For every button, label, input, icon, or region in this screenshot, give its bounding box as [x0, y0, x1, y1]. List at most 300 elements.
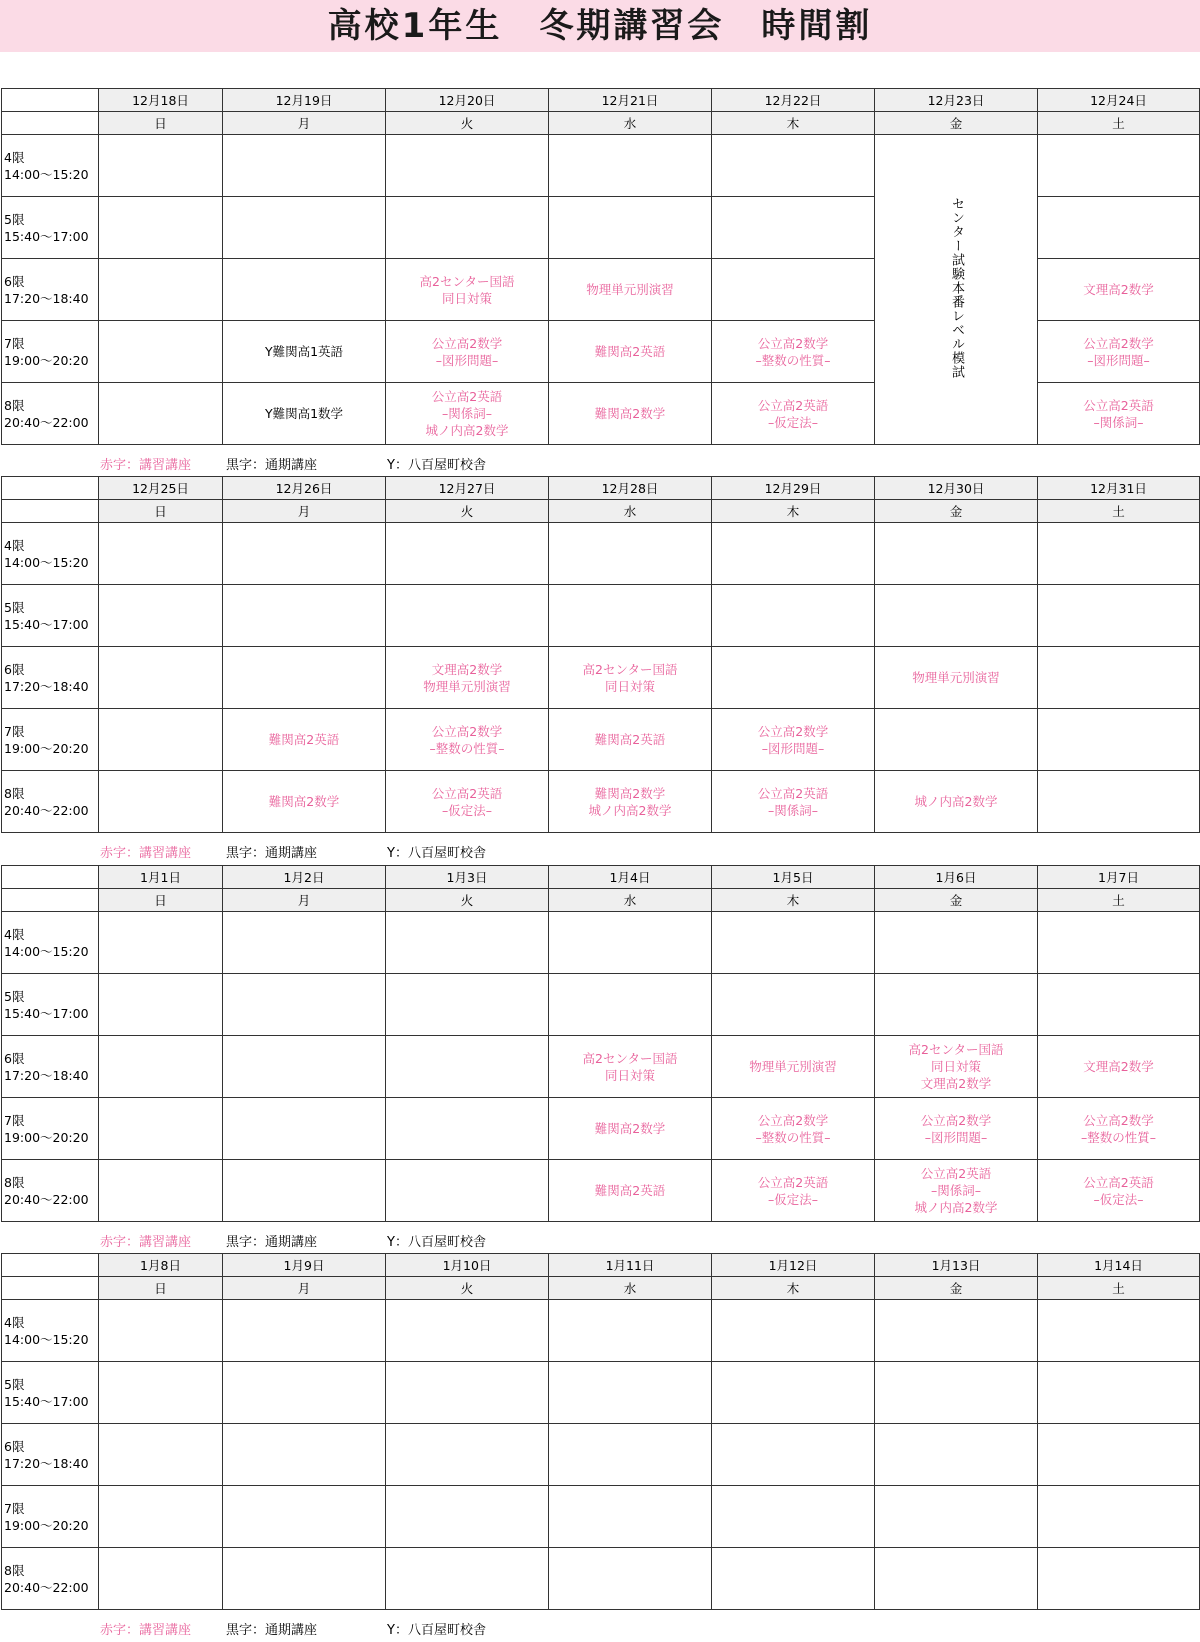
- class-cell: [386, 197, 549, 259]
- legend-red: 赤字：講習講座: [100, 458, 192, 473]
- class-cell: [223, 523, 386, 585]
- class-cell: [99, 771, 223, 833]
- period-time: 14:00～15:20: [4, 166, 89, 182]
- course-name: 公立高2英語: [1083, 1174, 1154, 1190]
- weekday-cell: 金: [875, 889, 1038, 912]
- class-cell: [549, 585, 712, 647]
- period-time: 17:20～18:40: [4, 290, 89, 306]
- class-cell: [1038, 135, 1200, 197]
- class-cell: [386, 259, 549, 321]
- weekday-cell: 日: [99, 500, 223, 523]
- class-cell: [1038, 1548, 1200, 1610]
- period-time: 14:00～15:20: [4, 554, 89, 570]
- class-cell: [223, 1362, 386, 1424]
- class-cell: [386, 771, 549, 833]
- weekday-row: [2, 112, 1200, 135]
- week-table: [1, 476, 1200, 833]
- class-cell: [549, 523, 712, 585]
- class-cell: [99, 585, 223, 647]
- period-label: [2, 259, 99, 321]
- period-number: 6限: [4, 1438, 25, 1454]
- period-time: 15:40～17:00: [4, 1005, 89, 1021]
- class-cell: [875, 912, 1038, 974]
- legend-black: 黒字：通期講座: [226, 846, 318, 861]
- period-number: 6限: [4, 273, 25, 289]
- course-name: –図形問題–: [924, 1129, 988, 1145]
- class-cell: [99, 321, 223, 383]
- class-cell: [99, 523, 223, 585]
- class-cell: [223, 647, 386, 709]
- period-row: [2, 1486, 1200, 1548]
- class-cell: [1038, 771, 1200, 833]
- course-name: –仮定法–: [441, 802, 492, 818]
- course-name: –図形問題–: [761, 740, 825, 756]
- class-cell: [99, 1548, 223, 1610]
- weekday-cell: 日: [99, 112, 223, 135]
- class-cell: [386, 1424, 549, 1486]
- legend-red: 赤字：講習講座: [100, 1235, 192, 1250]
- class-cell: [223, 709, 386, 771]
- date-cell: 1月4日: [549, 866, 712, 889]
- weekday-cell: 土: [1038, 500, 1200, 523]
- course-name: 文理高2数学: [1083, 282, 1154, 297]
- period-row: [2, 1548, 1200, 1610]
- class-cell: [386, 321, 549, 383]
- class-cell: [549, 1036, 712, 1098]
- class-cell: [875, 1098, 1038, 1160]
- period-label: [2, 585, 99, 647]
- corner-cell: [2, 477, 99, 500]
- weekday-cell: 火: [386, 1277, 549, 1300]
- period-number: 4限: [4, 926, 25, 942]
- legend: [0, 455, 1200, 477]
- course-name: 難関高2数学: [594, 785, 666, 801]
- corner-cell: [2, 500, 99, 523]
- class-cell: [99, 135, 223, 197]
- period-label: [2, 1098, 99, 1160]
- weekday-cell: 木: [712, 889, 875, 912]
- class-cell: [1038, 912, 1200, 974]
- class-cell: [549, 912, 712, 974]
- date-cell: 12月21日: [549, 89, 712, 112]
- period-row: [2, 912, 1200, 974]
- class-cell: [549, 135, 712, 197]
- class-cell: [1038, 585, 1200, 647]
- date-cell: 1月9日: [223, 1254, 386, 1277]
- date-cell: 1月11日: [549, 1254, 712, 1277]
- course-name: 公立高2数学: [1083, 1112, 1154, 1128]
- class-cell: [99, 647, 223, 709]
- class-cell: [386, 1300, 549, 1362]
- class-cell: [223, 1424, 386, 1486]
- period-label: [2, 1036, 99, 1098]
- corner-cell: [2, 1277, 99, 1300]
- date-cell: 1月3日: [386, 866, 549, 889]
- class-cell: [223, 585, 386, 647]
- class-cell: [386, 1362, 549, 1424]
- course-name: –仮定法–: [1093, 1191, 1144, 1207]
- class-cell: [875, 771, 1038, 833]
- weekday-cell: 月: [223, 500, 386, 523]
- date-cell: 12月24日: [1038, 89, 1200, 112]
- weekday-cell: 木: [712, 1277, 875, 1300]
- course-name: 城ノ内高2数学: [914, 1200, 998, 1215]
- course-name: –関係詞–: [930, 1183, 981, 1198]
- weekday-cell: 土: [1038, 112, 1200, 135]
- class-cell: [549, 197, 712, 259]
- date-cell: 12月31日: [1038, 477, 1200, 500]
- course-name: –図形問題–: [1087, 352, 1150, 368]
- date-cell: 1月1日: [99, 866, 223, 889]
- class-cell: [712, 1362, 875, 1424]
- course-name: 公立高2数学: [757, 1112, 829, 1128]
- weekday-cell: 金: [875, 1277, 1038, 1300]
- weekday-row: [2, 500, 1200, 523]
- course-name: 公立高2英語: [431, 785, 503, 801]
- class-cell: [549, 383, 712, 445]
- class-cell: [712, 1548, 875, 1610]
- course-name: –整数の性質–: [755, 352, 831, 368]
- exam-label: センター試験本番レベル模試: [949, 196, 964, 379]
- period-label: [2, 1486, 99, 1548]
- period-row: [2, 1160, 1200, 1222]
- class-cell: [223, 259, 386, 321]
- course-name: Y難関高1英語: [264, 344, 344, 359]
- class-cell: [549, 1486, 712, 1548]
- period-time: 14:00～15:20: [4, 1331, 89, 1347]
- class-cell: [1038, 383, 1200, 445]
- weekday-cell: 土: [1038, 1277, 1200, 1300]
- date-cell: 1月10日: [386, 1254, 549, 1277]
- class-cell: [712, 1424, 875, 1486]
- class-cell: [549, 1424, 712, 1486]
- period-number: 7限: [4, 1500, 25, 1516]
- date-cell: 12月18日: [99, 89, 223, 112]
- legend-campus: Y：八百屋町校舎: [387, 1623, 486, 1638]
- corner-cell: [2, 89, 99, 112]
- period-label: [2, 771, 99, 833]
- class-cell: [712, 1300, 875, 1362]
- class-cell: [1038, 647, 1200, 709]
- class-cell: [223, 771, 386, 833]
- weekday-cell: 月: [223, 889, 386, 912]
- weekday-cell: 火: [386, 500, 549, 523]
- course-name: 高2センター国語: [908, 1042, 1004, 1057]
- course-name: 文理高2数学: [920, 1076, 992, 1091]
- class-cell: [1038, 1424, 1200, 1486]
- period-label: [2, 197, 99, 259]
- class-cell: [99, 1098, 223, 1160]
- course-name: –仮定法–: [767, 1191, 818, 1207]
- class-cell: [386, 383, 549, 445]
- course-name: 難関高2英語: [594, 1183, 666, 1198]
- class-cell: [1038, 1362, 1200, 1424]
- class-cell: [549, 974, 712, 1036]
- class-cell: [1038, 974, 1200, 1036]
- period-label: [2, 321, 99, 383]
- period-number: 5限: [4, 988, 25, 1004]
- period-label: [2, 1160, 99, 1222]
- period-row: [2, 771, 1200, 833]
- period-row: [2, 709, 1200, 771]
- period-label: [2, 647, 99, 709]
- period-time: 19:00～20:20: [4, 740, 89, 756]
- class-cell: [223, 135, 386, 197]
- period-number: 7限: [4, 335, 25, 351]
- class-cell: [712, 1160, 875, 1222]
- class-cell: [712, 1486, 875, 1548]
- course-name: 城ノ内高2数学: [425, 423, 509, 438]
- class-cell: [386, 709, 549, 771]
- class-cell: [549, 1160, 712, 1222]
- weekday-cell: 月: [223, 112, 386, 135]
- course-name: 物理単元別演習: [749, 1059, 837, 1074]
- class-cell: [1038, 709, 1200, 771]
- course-name: 文理高2数学: [431, 661, 503, 677]
- class-cell: [99, 912, 223, 974]
- weekday-cell: 土: [1038, 889, 1200, 912]
- class-cell: [1038, 1486, 1200, 1548]
- weekday-cell: 木: [712, 500, 875, 523]
- course-name: –関係詞–: [441, 406, 492, 421]
- class-cell: [223, 912, 386, 974]
- period-number: 5限: [4, 211, 25, 227]
- course-name: 公立高2数学: [431, 335, 503, 351]
- course-name: 公立高2数学: [757, 723, 829, 739]
- class-cell: [1038, 1036, 1200, 1098]
- class-cell: [875, 1036, 1038, 1098]
- date-cell: 1月5日: [712, 866, 875, 889]
- class-cell: [712, 974, 875, 1036]
- period-row: [2, 1036, 1200, 1098]
- class-cell: [875, 1160, 1038, 1222]
- period-label: [2, 383, 99, 445]
- date-cell: 1月13日: [875, 1254, 1038, 1277]
- period-time: 20:40～22:00: [4, 1579, 89, 1595]
- course-name: 公立高2数学: [757, 335, 829, 351]
- period-time: 19:00～20:20: [4, 1517, 89, 1533]
- class-cell: [386, 1036, 549, 1098]
- class-cell: [875, 1486, 1038, 1548]
- corner-cell: [2, 112, 99, 135]
- period-time: 20:40～22:00: [4, 1191, 89, 1207]
- period-label: [2, 1548, 99, 1610]
- period-time: 14:00～15:20: [4, 943, 89, 959]
- date-cell: 12月19日: [223, 89, 386, 112]
- weekday-cell: 水: [549, 112, 712, 135]
- course-name: 高2センター国語: [582, 1050, 678, 1066]
- period-number: 8限: [4, 1174, 25, 1190]
- date-cell: 12月23日: [875, 89, 1038, 112]
- class-cell: [875, 585, 1038, 647]
- course-name: 城ノ内高2数学: [914, 794, 998, 809]
- course-name: –整数の性質–: [1080, 1129, 1156, 1145]
- date-cell: 12月26日: [223, 477, 386, 500]
- legend-campus: Y：八百屋町校舎: [387, 458, 486, 473]
- course-name: 公立高2英語: [757, 785, 829, 801]
- course-name: 公立高2数学: [1083, 335, 1154, 351]
- date-cell: 12月30日: [875, 477, 1038, 500]
- period-row: [2, 523, 1200, 585]
- weekday-cell: 火: [386, 889, 549, 912]
- class-cell: [1038, 1300, 1200, 1362]
- class-cell: [1038, 523, 1200, 585]
- class-cell: [875, 1548, 1038, 1610]
- class-cell: [549, 259, 712, 321]
- course-name: 公立高2英語: [431, 389, 503, 404]
- period-label: [2, 1424, 99, 1486]
- class-cell: [712, 135, 875, 197]
- course-name: 公立高2英語: [757, 397, 829, 413]
- weekday-cell: 月: [223, 1277, 386, 1300]
- course-name: 同日対策: [441, 290, 492, 306]
- date-cell: 12月25日: [99, 477, 223, 500]
- course-name: –関係詞–: [1093, 414, 1144, 430]
- class-cell: [223, 383, 386, 445]
- weekday-row: [2, 889, 1200, 912]
- weekday-cell: 水: [549, 500, 712, 523]
- class-cell: [549, 1300, 712, 1362]
- period-label: [2, 135, 99, 197]
- class-cell: [549, 1548, 712, 1610]
- course-name: 難関高2英語: [594, 732, 666, 747]
- class-cell: [1038, 1160, 1200, 1222]
- course-name: 難関高2英語: [594, 344, 666, 359]
- period-row: [2, 974, 1200, 1036]
- period-number: 7限: [4, 1112, 25, 1128]
- legend: [0, 1232, 1200, 1254]
- class-cell: [99, 259, 223, 321]
- class-cell: [712, 709, 875, 771]
- date-cell: 12月29日: [712, 477, 875, 500]
- date-cell: 1月14日: [1038, 1254, 1200, 1277]
- period-time: 20:40～22:00: [4, 802, 89, 818]
- legend: [0, 843, 1200, 865]
- class-cell: [875, 1424, 1038, 1486]
- legend-campus: Y：八百屋町校舎: [387, 1235, 486, 1250]
- period-number: 8限: [4, 785, 25, 801]
- period-label: [2, 1362, 99, 1424]
- period-number: 6限: [4, 661, 25, 677]
- class-cell: [875, 1300, 1038, 1362]
- weekday-cell: 水: [549, 889, 712, 912]
- period-row: [2, 135, 1200, 197]
- class-cell: [712, 647, 875, 709]
- course-name: 物理単元別演習: [912, 670, 1000, 685]
- class-cell: [386, 912, 549, 974]
- class-cell: [712, 523, 875, 585]
- class-cell: [549, 647, 712, 709]
- course-name: –仮定法–: [767, 414, 818, 430]
- period-row: [2, 1098, 1200, 1160]
- period-time: 17:20～18:40: [4, 1455, 89, 1471]
- class-cell: [712, 912, 875, 974]
- period-number: 8限: [4, 1562, 25, 1578]
- course-name: 公立高2英語: [757, 1174, 829, 1190]
- class-cell: [386, 523, 549, 585]
- class-cell: [712, 197, 875, 259]
- class-cell: [223, 1036, 386, 1098]
- period-label: [2, 709, 99, 771]
- class-cell: [223, 974, 386, 1036]
- date-cell: 12月27日: [386, 477, 549, 500]
- course-name: 公立高2英語: [1083, 397, 1154, 413]
- course-name: 公立高2英語: [920, 1166, 992, 1181]
- class-cell: [99, 197, 223, 259]
- date-cell: 1月6日: [875, 866, 1038, 889]
- date-cell: 12月28日: [549, 477, 712, 500]
- corner-cell: [2, 1254, 99, 1277]
- weekday-cell: 火: [386, 112, 549, 135]
- class-cell: [99, 974, 223, 1036]
- legend-red: 赤字：講習講座: [100, 846, 192, 861]
- class-cell: [386, 974, 549, 1036]
- class-cell: [223, 1300, 386, 1362]
- period-time: 17:20～18:40: [4, 1067, 89, 1083]
- course-name: 同日対策: [930, 1059, 981, 1074]
- weekday-cell: 日: [99, 1277, 223, 1300]
- class-cell: [99, 1486, 223, 1548]
- course-name: –関係詞–: [767, 802, 818, 818]
- period-label: [2, 523, 99, 585]
- class-cell: [712, 259, 875, 321]
- class-cell: [1038, 259, 1200, 321]
- class-cell: [99, 1362, 223, 1424]
- period-row: [2, 647, 1200, 709]
- legend-black: 黒字：通期講座: [226, 1235, 318, 1250]
- class-cell: [549, 321, 712, 383]
- course-name: 難関高2数学: [268, 794, 340, 809]
- week-table: [1, 865, 1200, 1222]
- course-name: Y難関高1数学: [264, 406, 344, 421]
- date-cell: 1月12日: [712, 1254, 875, 1277]
- period-row: [2, 1424, 1200, 1486]
- class-cell: [712, 383, 875, 445]
- class-cell: [1038, 197, 1200, 259]
- period-number: 6限: [4, 1050, 25, 1066]
- class-cell: [223, 1486, 386, 1548]
- course-name: 高2センター国語: [582, 661, 678, 677]
- class-cell: [386, 1486, 549, 1548]
- course-name: 同日対策: [604, 1067, 655, 1083]
- class-cell: [712, 321, 875, 383]
- corner-cell: [2, 866, 99, 889]
- period-time: 19:00～20:20: [4, 352, 89, 368]
- class-cell: [223, 321, 386, 383]
- period-time: 17:20～18:40: [4, 678, 89, 694]
- date-row: [2, 1254, 1200, 1277]
- class-cell: [712, 1036, 875, 1098]
- page-title: 高校1年生 冬期講習会 時間割: [327, 6, 873, 46]
- class-cell: [1038, 321, 1200, 383]
- class-cell: [386, 647, 549, 709]
- class-cell: [223, 1098, 386, 1160]
- course-name: 難関高2英語: [268, 732, 340, 747]
- period-time: 15:40～17:00: [4, 228, 89, 244]
- class-cell: [99, 383, 223, 445]
- period-number: 7限: [4, 723, 25, 739]
- class-cell: [99, 1160, 223, 1222]
- period-time: 15:40～17:00: [4, 1393, 89, 1409]
- period-time: 19:00～20:20: [4, 1129, 89, 1145]
- course-name: 物理単元別演習: [423, 678, 511, 694]
- date-row: [2, 89, 1200, 112]
- date-row: [2, 477, 1200, 500]
- course-name: 難関高2数学: [594, 406, 666, 421]
- corner-cell: [2, 889, 99, 912]
- period-row: [2, 1362, 1200, 1424]
- class-cell: [223, 1548, 386, 1610]
